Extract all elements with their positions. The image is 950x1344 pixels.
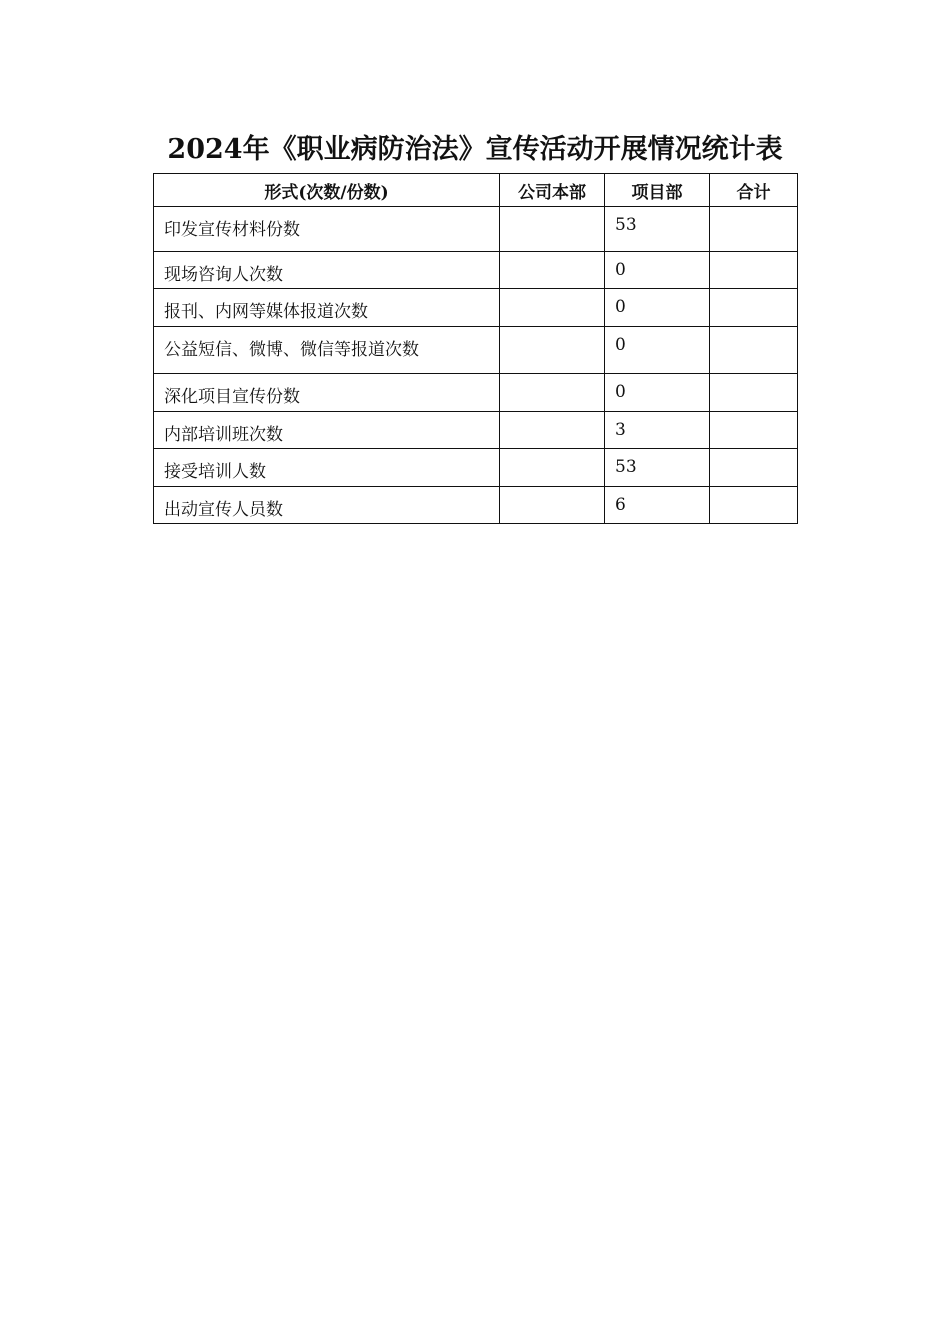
cell-hq bbox=[500, 374, 605, 412]
cell-total bbox=[710, 327, 798, 374]
cell-form: 出动宣传人员数 bbox=[154, 487, 500, 524]
cell-total bbox=[710, 487, 798, 524]
table-header-row bbox=[154, 174, 798, 207]
table-row bbox=[154, 252, 798, 289]
cell-form: 现场咨询人次数 bbox=[154, 252, 500, 289]
cell-total bbox=[710, 374, 798, 412]
table-row bbox=[154, 374, 798, 412]
cell-form: 报刊、内网等媒体报道次数 bbox=[154, 289, 500, 327]
cell-form: 接受培训人数 bbox=[154, 449, 500, 487]
table-row bbox=[154, 207, 798, 252]
header-project-dept: 项目部 bbox=[605, 174, 710, 207]
cell-total bbox=[710, 207, 798, 252]
cell-project: 3 bbox=[605, 412, 710, 449]
cell-hq bbox=[500, 289, 605, 327]
cell-form: 深化项目宣传份数 bbox=[154, 374, 500, 412]
cell-project: 0 bbox=[605, 374, 710, 412]
header-form: 形式(次数/份数) bbox=[154, 174, 500, 207]
cell-project: 0 bbox=[605, 289, 710, 327]
table-row bbox=[154, 449, 798, 487]
cell-form: 印发宣传材料份数 bbox=[154, 207, 500, 252]
cell-form: 公益短信、微博、微信等报道次数 bbox=[154, 327, 500, 374]
table-row bbox=[154, 412, 798, 449]
header-total: 合计 bbox=[710, 174, 798, 207]
cell-total bbox=[710, 412, 798, 449]
cell-hq bbox=[500, 449, 605, 487]
table-row bbox=[154, 327, 798, 374]
cell-project: 0 bbox=[605, 327, 710, 374]
cell-project: 53 bbox=[605, 207, 710, 252]
cell-project: 6 bbox=[605, 487, 710, 524]
cell-hq bbox=[500, 487, 605, 524]
statistics-table bbox=[153, 173, 798, 524]
table-row bbox=[154, 289, 798, 327]
cell-total bbox=[710, 252, 798, 289]
table-row bbox=[154, 487, 798, 524]
cell-total bbox=[710, 449, 798, 487]
cell-hq bbox=[500, 412, 605, 449]
cell-project: 53 bbox=[605, 449, 710, 487]
cell-hq bbox=[500, 207, 605, 252]
cell-total bbox=[710, 289, 798, 327]
cell-hq bbox=[500, 327, 605, 374]
header-company-hq: 公司本部 bbox=[500, 174, 605, 207]
cell-hq bbox=[500, 252, 605, 289]
cell-form: 内部培训班次数 bbox=[154, 412, 500, 449]
cell-project: 0 bbox=[605, 252, 710, 289]
page-title: 2024年《职业病防治法》宣传活动开展情况统计表 bbox=[167, 134, 783, 165]
